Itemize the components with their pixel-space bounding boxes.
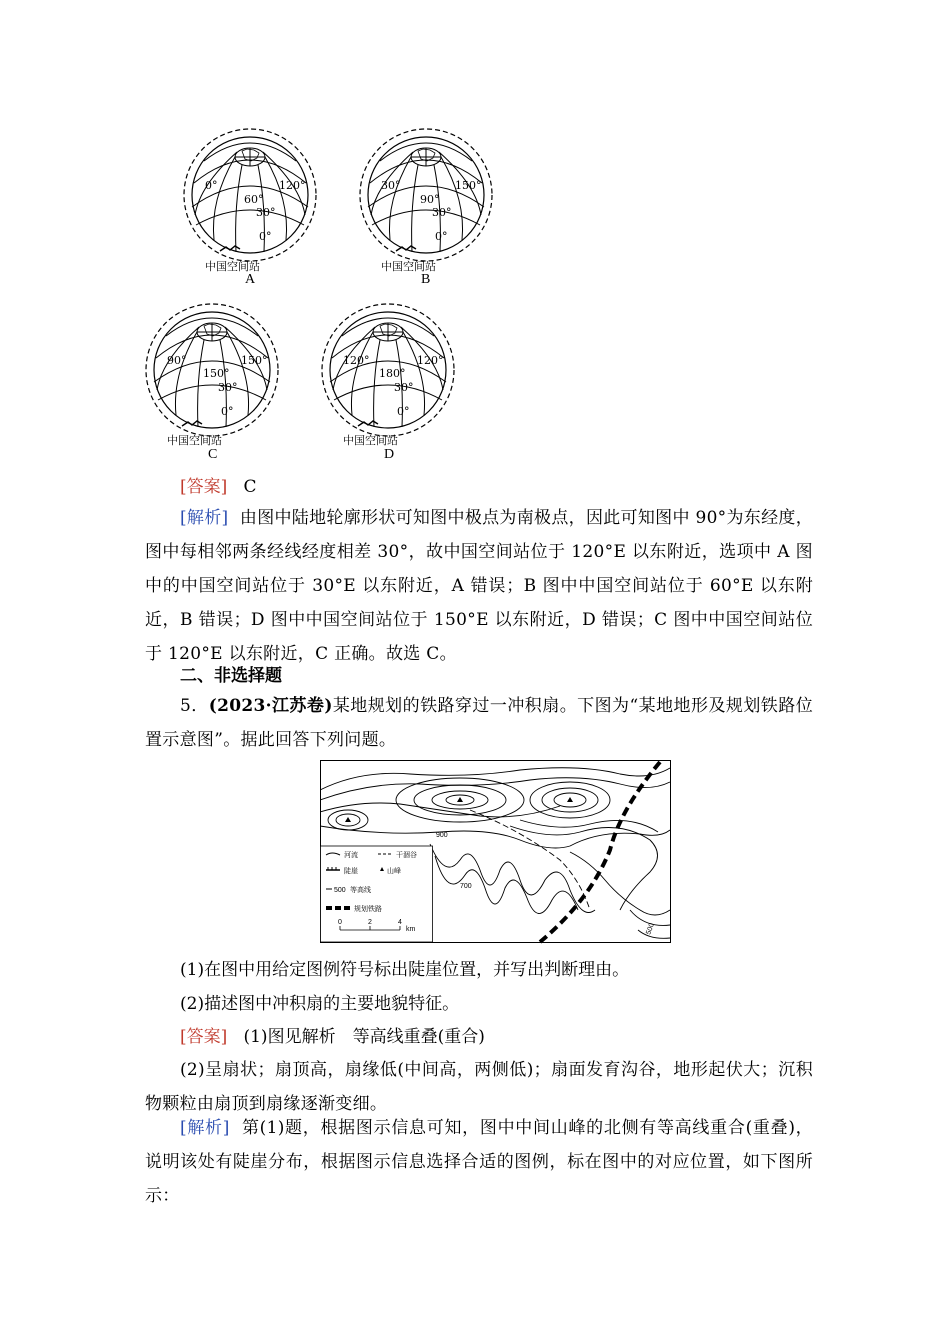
analysis-2-tag: [解析] xyxy=(180,1118,230,1138)
globe-d-lon-left: 120° xyxy=(343,354,370,367)
globe-d-lon-center: 180° xyxy=(379,367,406,380)
answer-2-part1: (1)图见解析 等高线重叠(重合) xyxy=(243,1027,485,1047)
legend-contour: 等高线 xyxy=(350,887,371,894)
answer-2 xyxy=(180,1020,485,1054)
terrain-map xyxy=(320,760,672,944)
globe-c-lon-right: 150° xyxy=(241,354,268,367)
globe-c-lon-left: 90° xyxy=(167,354,187,367)
legend-river: 河流 xyxy=(344,852,358,859)
globe-d-lon-right: 120° xyxy=(417,354,444,367)
globe-b-lon-left: 30° xyxy=(381,179,401,192)
globe-d-letter: D xyxy=(384,447,395,462)
question-source: (2023·江苏卷) xyxy=(208,696,333,716)
globe-b-lat-mid: 30° xyxy=(432,206,452,219)
globe-a-letter: A xyxy=(245,272,256,287)
globe-c-lon-center: 150° xyxy=(203,367,230,380)
scale-4: 4 xyxy=(398,919,402,926)
globe-b-lat-low: 0° xyxy=(435,230,448,243)
legend-cliff: 陡崖 xyxy=(344,868,358,875)
legend-peak: 山峰 xyxy=(387,868,401,875)
section-heading: 二、非选择题 xyxy=(180,666,282,686)
analysis-2 xyxy=(145,1111,813,1213)
scale-2: 2 xyxy=(368,919,372,926)
analysis-1 xyxy=(145,501,813,671)
globe-a-station-label: 中国空间站 xyxy=(205,260,260,273)
globe-d-lat-mid: 30° xyxy=(394,381,414,394)
globe-c-lat-mid: 30° xyxy=(218,381,238,394)
contour-label-900: 900 xyxy=(436,832,448,839)
globe-d-station-label: 中国空间站 xyxy=(343,434,398,447)
globe-c-station-label: 中国空间站 xyxy=(167,434,222,447)
question-number: 5． xyxy=(180,696,209,716)
globe-d-lat-low: 0° xyxy=(397,405,410,418)
globe-c-lat-low: 0° xyxy=(221,405,234,418)
analysis-text: 由图中陆地轮廓形状可知图中极点为南极点，因此可知图中 90°为东经度，图中每相邻两条经线经度相差 30°，故中国空间站位于 120°E 以东附近，选项中 A 图中的中国空间站位于 30°E 以东附近，A 错误；B 图中中国空间站位于 60°E 以东附近，B 错误；D 图中中国空间站位于 150°E 以东附近，D 错误；C 图中中国空间站位于 120°E 以东附近，C 正确。故选 C。 xyxy=(145,508,813,664)
sub-question-2: (2)描述图中冲积扇的主要地貌特征。 xyxy=(180,994,460,1014)
question-text: 某地规划的铁路穿过一冲积扇。下图为“某地地形及规划铁路位置示意图”。据此回答下列问题。 xyxy=(145,696,814,750)
analysis-2-text: 第(1)题，根据图示信息可知，图中中间山峰的北侧有等高线重合(重叠)，说明该处有陡崖分布，根据图示信息选择合适的图例，标在图中的对应位置，如下图所示： xyxy=(145,1118,813,1206)
answer-2-tag: [答案] xyxy=(180,1027,228,1047)
scale-0: 0 xyxy=(338,919,342,926)
question-5 xyxy=(145,689,813,757)
legend-dry-valley: 干涸谷 xyxy=(396,852,417,859)
globe-b-lon-right: 150° xyxy=(455,179,482,192)
globe-a-lon-center: 60° xyxy=(244,193,264,206)
globe-a-lon-left: 0° xyxy=(205,179,218,192)
globe-diagrams xyxy=(140,120,500,465)
globe-b-letter: B xyxy=(421,272,431,287)
globe-b-station-label: 中国空间站 xyxy=(381,260,436,273)
legend-contour-value: 500 xyxy=(334,887,346,894)
globe-c-letter: C xyxy=(208,447,218,462)
scale-unit: km xyxy=(406,926,416,933)
globe-a-lat-mid: 30° xyxy=(256,206,276,219)
contour-label-700: 700 xyxy=(460,883,472,890)
legend-railway: 规划铁路 xyxy=(354,906,382,913)
answer-value: C xyxy=(243,477,257,497)
analysis-tag: [解析] xyxy=(180,508,229,528)
answer-2-part2: (2)呈扇状；扇顶高，扇缘低(中间高，两侧低)；扇面发育沟谷，地形起伏大；沉积物颗粒由扇顶到扇缘逐渐变细。 xyxy=(145,1060,813,1114)
answer-tag: [答案] xyxy=(180,477,228,497)
contour-label-500: 500 xyxy=(645,922,656,936)
globe-b-lon-center: 90° xyxy=(420,193,440,206)
sub-question-1: (1)在图中用给定图例符号标出陡崖位置，并写出判断理由。 xyxy=(180,960,630,980)
globe-a-lon-right: 120° xyxy=(279,179,306,192)
answer-1 xyxy=(180,470,257,504)
globe-a-lat-low: 0° xyxy=(259,230,272,243)
